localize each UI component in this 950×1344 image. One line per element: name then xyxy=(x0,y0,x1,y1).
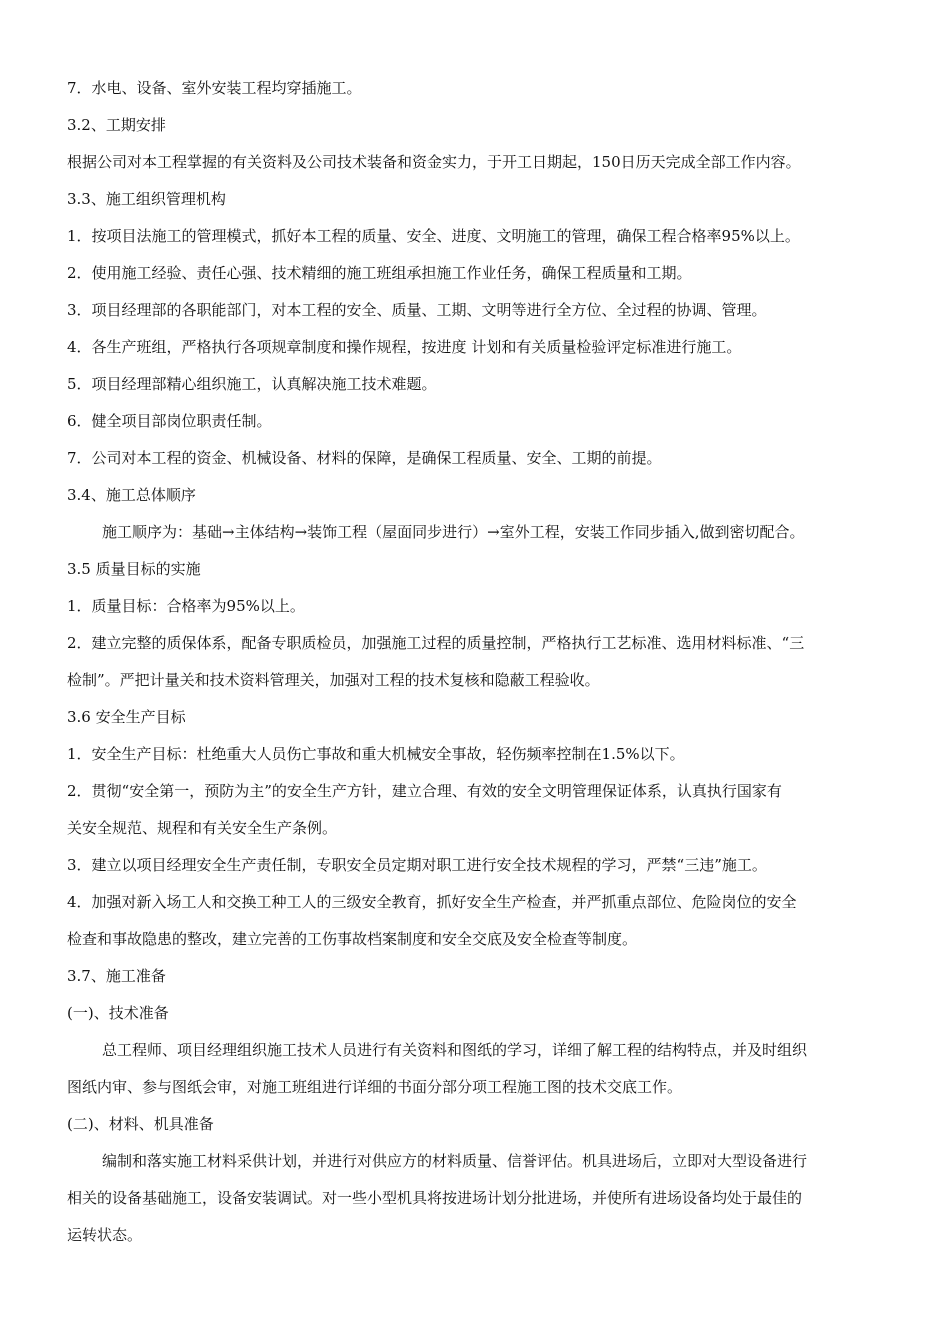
text-line: 检查和事故隐患的整改，建立完善的工伤事故档案制度和安全交底及安全检查等制度。 xyxy=(67,930,638,948)
text-line: 3．建立以项目经理安全生产责任制，专职安全员定期对职工进行安全技术规程的学习，严禁“三违”施工。 xyxy=(67,856,767,874)
text-line: 7．公司对本工程的资金、机械设备、材料的保障，是确保工程质量、安全、工期的前提。 xyxy=(67,449,662,467)
text-line: 1．安全生产目标：杜绝重大人员伤亡事故和重大机械安全事故，轻伤频率控制在1.5%以下。 xyxy=(67,745,685,763)
text-line: 2．贯彻“安全第一，预防为主”的安全生产方针，建立合理、有效的安全文明管理保证体系，认真执行国家有 xyxy=(67,782,782,800)
text-line: 5．项目经理部精心组织施工，认真解决施工技术难题。 xyxy=(67,375,437,393)
text-line: 图纸内审、参与图纸会审，对施工班组进行详细的书面分部分项工程施工图的技术交底工作。 xyxy=(67,1078,683,1096)
text-line: 2．建立完整的质保体系，配备专职质检员，加强施工过程的质量控制，严格执行工艺标准、选用材料标准、“三 xyxy=(67,634,805,652)
subsection-heading: (一)、技术准备 xyxy=(67,1004,169,1022)
text-line: 根据公司对本工程掌握的有关资料及公司技术装备和资金实力，于开工日期起，150日历天完成全部工作内容。 xyxy=(67,153,801,171)
text-line: 1．按项目法施工的管理模式，抓好本工程的质量、安全、进度、文明施工的管理，确保工程合格率95%以上。 xyxy=(67,227,800,245)
text-line: 2．使用施工经验、责任心强、技术精细的施工班组承担施工作业任务，确保工程质量和工期。 xyxy=(67,264,692,282)
section-heading: 3.4、施工总体顺序 xyxy=(67,486,196,504)
section-heading: 3.2、工期安排 xyxy=(67,116,166,134)
text-line: 施工顺序为：基础→主体结构→装饰工程（屋面同步进行）→室外工程，安装工作同步插入,做到密切配合。 xyxy=(102,523,805,541)
text-line: 编制和落实施工材料采供计划，并进行对供应方的材料质量、信誉评估。机具进场后，立即对大型设备进行 xyxy=(102,1152,808,1170)
text-line: 4．加强对新入场工人和交换工种工人的三级安全教育，抓好安全生产检查，并严抓重点部位、危险岗位的安全 xyxy=(67,893,797,911)
text-line: 1．质量目标：合格率为95%以上。 xyxy=(67,597,305,615)
text-line: 运转状态。 xyxy=(67,1226,143,1244)
text-line: 检制”。严把计量关和技术资料管理关，加强对工程的技术复核和隐蔽工程验收。 xyxy=(67,671,600,689)
subsection-heading: (二)、材料、机具准备 xyxy=(67,1115,214,1133)
section-heading: 3.5 质量目标的实施 xyxy=(67,560,201,578)
text-line: 相关的设备基础施工，设备安装调试。对一些小型机具将按进场计划分批进场，并使所有进场设备均处于最佳的 xyxy=(67,1189,803,1207)
text-line: 3．项目经理部的各职能部门，对本工程的安全、质量、工期、文明等进行全方位、全过程的协调、管理。 xyxy=(67,301,767,319)
section-heading: 3.7、施工准备 xyxy=(67,967,166,985)
text-line: 6．健全项目部岗位职责任制。 xyxy=(67,412,272,430)
section-heading: 3.3、施工组织管理机构 xyxy=(67,190,226,208)
text-line: 总工程师、项目经理组织施工技术人员进行有关资料和图纸的学习，详细了解工程的结构特点，并及时组织 xyxy=(102,1041,808,1059)
text-line: 7．水电、设备、室外安装工程均穿插施工。 xyxy=(67,79,362,97)
text-line: 4．各生产班组，严格执行各项规章制度和操作规程，按进度 计划和有关质量检验评定标准进行施工。 xyxy=(67,338,742,356)
text-line: 关安全规范、规程和有关安全生产条例。 xyxy=(67,819,338,837)
document-body xyxy=(67,70,885,1254)
section-heading: 3.6 安全生产目标 xyxy=(67,708,186,726)
